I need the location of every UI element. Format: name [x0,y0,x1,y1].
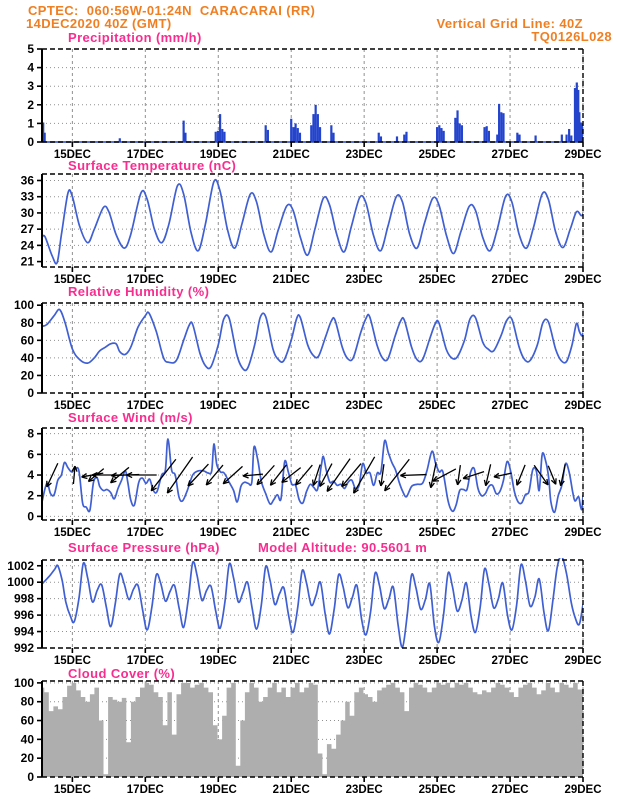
svg-text:20: 20 [20,368,34,383]
svg-text:17DEC: 17DEC [126,784,164,796]
svg-text:21DEC: 21DEC [272,784,310,796]
svg-text:27: 27 [20,222,34,237]
temperature-title: Surface Temperature (nC) [68,158,237,173]
svg-text:80: 80 [20,315,34,330]
svg-text:25DEC: 25DEC [418,655,456,667]
humidity-chart [14,298,602,412]
svg-text:21DEC: 21DEC [272,655,310,667]
svg-text:60: 60 [20,333,34,348]
svg-text:2: 2 [27,97,34,112]
svg-text:15DEC: 15DEC [53,527,91,539]
svg-text:100: 100 [13,298,34,313]
svg-text:992: 992 [13,641,34,655]
pressure-chart [7,556,601,667]
svg-text:23DEC: 23DEC [345,149,383,161]
pressure-title: Surface Pressure (hPa) [68,540,220,555]
svg-text:30: 30 [20,205,34,220]
svg-text:998: 998 [13,591,34,606]
svg-text:3: 3 [27,79,34,94]
svg-text:25DEC: 25DEC [418,149,456,161]
svg-text:17DEC: 17DEC [126,655,164,667]
svg-text:17DEC: 17DEC [126,527,164,539]
svg-text:1000: 1000 [7,575,34,590]
svg-text:40: 40 [20,732,34,747]
precipitation-chart [27,42,601,161]
svg-text:29DEC: 29DEC [564,400,602,412]
svg-text:24: 24 [20,238,34,253]
svg-text:1: 1 [27,116,34,131]
svg-text:25DEC: 25DEC [418,784,456,796]
svg-text:25DEC: 25DEC [418,274,456,286]
svg-text:15DEC: 15DEC [53,655,91,667]
svg-text:23DEC: 23DEC [345,655,383,667]
svg-text:27DEC: 27DEC [491,274,529,286]
svg-text:0: 0 [27,509,34,524]
svg-text:2: 2 [27,488,34,503]
station-header: CPTEC: 060:56W-01:24N CARACARAI (RR) [28,3,316,18]
svg-text:17DEC: 17DEC [126,400,164,412]
svg-text:1002: 1002 [7,558,34,573]
svg-text:25DEC: 25DEC [418,400,456,412]
svg-text:21DEC: 21DEC [272,527,310,539]
model-altitude-label: Model Altitude: 90.5601 m [258,540,428,555]
svg-text:29DEC: 29DEC [564,274,602,286]
svg-text:60: 60 [20,713,34,728]
svg-text:40: 40 [20,350,34,365]
svg-text:25DEC: 25DEC [418,527,456,539]
run-datetime-label: 14DEC2020 40Z (GMT) [26,16,172,31]
wind-title: Surface Wind (m/s) [68,410,193,425]
svg-text:20: 20 [20,751,34,766]
svg-text:4: 4 [27,60,34,75]
svg-text:15DEC: 15DEC [53,400,91,412]
svg-text:17DEC: 17DEC [126,149,164,161]
svg-text:29DEC: 29DEC [564,527,602,539]
svg-text:27DEC: 27DEC [491,400,529,412]
wind-chart [27,427,601,539]
svg-text:23DEC: 23DEC [345,527,383,539]
svg-text:23DEC: 23DEC [345,400,383,412]
svg-text:0: 0 [27,770,34,784]
svg-text:23DEC: 23DEC [345,784,383,796]
svg-text:19DEC: 19DEC [199,784,237,796]
svg-text:15DEC: 15DEC [53,784,91,796]
humidity-title: Relative Humidity (%) [68,284,210,299]
svg-text:27DEC: 27DEC [491,149,529,161]
temperature-chart [21,173,602,286]
svg-text:29DEC: 29DEC [564,149,602,161]
svg-text:996: 996 [13,608,34,623]
cloud-cover-title: Cloud Cover (%) [68,666,176,681]
svg-text:27DEC: 27DEC [491,655,529,667]
svg-text:80: 80 [20,694,34,709]
model-run-id: TQ0126L028 [531,29,612,44]
svg-text:8: 8 [27,426,34,441]
svg-text:100: 100 [13,675,34,690]
svg-text:23DEC: 23DEC [345,274,383,286]
precipitation-title: Precipitation (mm/h) [68,30,202,45]
svg-text:15DEC: 15DEC [53,149,91,161]
cloud-cover-chart [14,676,602,796]
svg-text:19DEC: 19DEC [199,274,237,286]
svg-text:29DEC: 29DEC [564,784,602,796]
svg-text:27DEC: 27DEC [491,527,529,539]
svg-text:0: 0 [27,386,34,400]
svg-text:36: 36 [20,173,34,188]
svg-text:33: 33 [20,189,34,204]
svg-text:21DEC: 21DEC [272,149,310,161]
svg-text:21DEC: 21DEC [272,400,310,412]
svg-text:6: 6 [27,447,34,462]
svg-text:21DEC: 21DEC [272,274,310,286]
svg-text:19DEC: 19DEC [199,149,237,161]
svg-text:19DEC: 19DEC [199,527,237,539]
svg-text:0: 0 [27,135,34,149]
svg-text:5: 5 [27,42,34,56]
svg-text:4: 4 [27,468,34,483]
svg-text:19DEC: 19DEC [199,655,237,667]
svg-text:19DEC: 19DEC [199,400,237,412]
svg-text:29DEC: 29DEC [564,655,602,667]
svg-text:27DEC: 27DEC [491,784,529,796]
vertical-grid-note: Vertical Grid Line: 40Z [436,16,583,31]
svg-text:21: 21 [20,254,34,269]
svg-text:15DEC: 15DEC [53,274,91,286]
svg-text:17DEC: 17DEC [126,274,164,286]
svg-text:994: 994 [13,624,34,639]
